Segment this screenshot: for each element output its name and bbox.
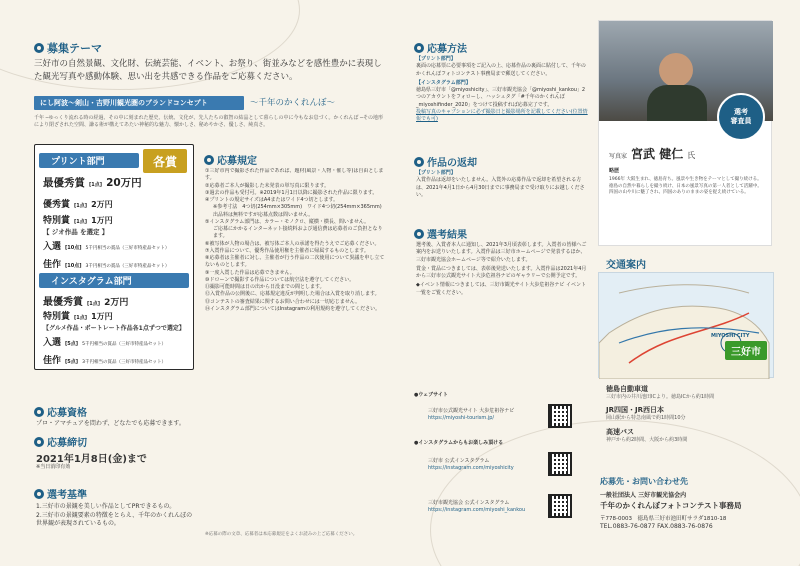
rules-list xyxy=(205,168,385,528)
map-city-name: 三好市 xyxy=(725,341,767,360)
judge-profile-label: 略歴 xyxy=(609,168,620,174)
criteria-heading xyxy=(34,486,87,501)
rule-item: ⑫入賞作品の公開後に、応募規定違反が判明した場合は入賞を取り消します。 xyxy=(205,291,380,298)
return-body xyxy=(416,170,588,199)
result-title: 選考結果 xyxy=(427,230,467,241)
rule-item: ⑩ドローンで撮影する作品については航空法を遵守してください。 xyxy=(205,276,355,283)
method-insta-body: 徳島県三好市「@miyoshicity」、三好市観光協会「@miyoshi_kankou」2つのアカウントをフォローし、ハッシュタグ「#千年のかくれんぼ_miyoshifinder_2020」をつけて投稿すれば応募完了です。 xyxy=(416,87,586,108)
judge-name: 宮武 健仁 xyxy=(631,147,684,161)
theme-heading xyxy=(34,40,102,56)
contact-title: 応募先・お問い合わせ先 xyxy=(600,477,688,486)
prize-value: 2万円 xyxy=(104,298,129,308)
method-insta-note: 投稿写真のキャプションに必ず撮影日と撮影場所を記載してください(位置情報でも可) xyxy=(416,108,588,122)
rule-item: ⑪撮影可能時間は日の出から日没までの間とします。 xyxy=(205,284,325,290)
return-title: 作品の返却 xyxy=(427,158,477,169)
qr-code-icon[interactable] xyxy=(548,404,572,428)
prize-count: [1点] xyxy=(87,301,101,307)
print-row-special xyxy=(43,213,113,226)
deadline-note: ※当日消印有効 xyxy=(36,464,71,470)
print-category-title: プリント部門 xyxy=(51,157,105,167)
rule-item: ⑧応募者は主催者に対し、主催者が行う作品の二次使用について異議を申し立てないものとします。 xyxy=(205,255,385,269)
judge-profile: 1966年 大阪生まれ、徳島育ち。風景や生き物をテーマとして撮り続ける。徳島の自然や暮らしを撮り続け、日本の風景写真の第一人者として活躍中。四国の山や川に魅了され、四国のありのままの姿を捉え続けている。 xyxy=(609,177,762,196)
prize-count: [1点] xyxy=(74,315,88,321)
rule-item: ①三好市内で撮影された作品であれば、題材(風景・人物・催し等)は自由とします。 xyxy=(205,168,384,182)
prize-badge: 各賞 xyxy=(143,149,187,173)
route-title: 徳島自動車道 xyxy=(606,385,648,393)
prize-value: 5千円相当の賞品（三好市特産品セット） xyxy=(82,342,166,347)
method-print-label: 【プリント部門】 xyxy=(416,56,456,62)
concept-bar: にし阿波〜剣山・吉野川観光圏のブランドコンセプト xyxy=(34,96,244,110)
insta-row-grand xyxy=(43,293,128,308)
prize-value: 1万円 xyxy=(91,216,113,225)
link-name: 三好市観光協会 公式インスタグラム xyxy=(428,500,510,506)
section-bullet-icon xyxy=(34,489,44,499)
method-title: 応募方法 xyxy=(427,44,467,55)
link-url[interactable]: https://instagram.com/miyoshi_kankou xyxy=(428,507,526,514)
theme-title: 募集テーマ xyxy=(47,42,102,55)
rule-item: ⑤インスタグラム部門は、カラー・モノクロ、縦横・横長、問いません。 xyxy=(205,218,370,225)
prize-value: 2万円 xyxy=(91,200,113,209)
insta-category-title: インスタグラム部門 xyxy=(51,277,132,287)
criteria-item: 1.三好市の景観を美しい作品としてPRできるもの。 xyxy=(36,503,176,510)
result-heading xyxy=(414,226,467,241)
print-row-grand xyxy=(43,175,142,190)
result-text: 選考後、入賞者本人に通知し、2021年3月頃表彰します。入賞者の皆様へご案内をお送りいたします。入賞作品は三好市ホームページで発表するほか、三好市観光協会ホームページ等で紹介いたします。 xyxy=(416,242,587,263)
judge-honor: 氏 xyxy=(687,151,696,160)
prize-name: 入選 xyxy=(43,242,62,252)
deadline-date: 2021年1月8日(金)まで xyxy=(36,454,147,465)
method-body xyxy=(416,56,588,123)
insta-label: ●インスタグラムからもお楽しみ頂ける xyxy=(414,440,504,446)
section-bullet-icon xyxy=(34,43,44,53)
section-bullet-icon xyxy=(34,407,44,417)
prize-count: [10点] xyxy=(65,245,82,251)
prize-name: 優秀賞 xyxy=(43,200,71,210)
route-title: 高速バス xyxy=(606,427,634,436)
prize-count: [1点] xyxy=(89,182,103,188)
print-note: 【 ジオ作品 を選定 】 xyxy=(43,228,109,236)
rule-item: ④プリントの規定サイズはA4またはワイド4つ切とします。 xyxy=(205,197,339,203)
prize-value: 1万円 xyxy=(91,312,113,321)
insta-row-honorable xyxy=(43,353,166,366)
route-body: 岡山駅から特急南風で約1時間10分 xyxy=(606,415,686,422)
link-name: 三好市 公式インスタグラム xyxy=(428,458,490,464)
contact-tel[interactable]: TEL.0883-76-0877 FAX.0883-76-0876 xyxy=(600,523,713,530)
rules-footnote: ※応募の際の文章、応募者は本応募規定をよくお読みの上ご応募ください。 xyxy=(205,532,358,537)
print-category-bar xyxy=(39,153,139,168)
deadline-heading xyxy=(34,434,87,449)
links-label: ●ウェブサイト xyxy=(414,392,448,398)
prize-name: 入選 xyxy=(43,338,62,348)
eligibility-body: プロ・アマチュアを問わず、どなたでも応募できます。 xyxy=(36,420,185,427)
return-heading xyxy=(414,154,477,169)
link-kankou-insta[interactable] xyxy=(428,500,568,515)
judge-face xyxy=(659,53,693,87)
prize-panel xyxy=(34,144,194,370)
insta-row-selected xyxy=(43,335,166,348)
prize-count: [5点] xyxy=(65,359,79,365)
route-body: 三好市内の井川池田ICより。徳島ICから約1時間 xyxy=(606,394,715,400)
map-svg xyxy=(599,273,775,379)
prize-count: [5点] xyxy=(65,341,79,347)
section-bullet-icon xyxy=(414,157,424,167)
link-url[interactable]: https://instagram.com/miyoshicity xyxy=(428,465,514,472)
print-row-excellence xyxy=(43,197,113,210)
qr-code-icon[interactable] xyxy=(548,452,572,476)
insta-row-special xyxy=(43,309,113,322)
contact-office: 千年のかくれんぼフォトコンテスト事務局 xyxy=(600,501,742,510)
prize-name: 特別賞 xyxy=(43,216,71,226)
eligibility-heading xyxy=(34,404,87,419)
prize-name: 佳作 xyxy=(43,356,62,366)
rule-item: ⑬コンテストの審査結果に関するお問い合わせには一切応じません。 xyxy=(205,298,361,305)
judge-panel xyxy=(598,20,772,246)
contact-block xyxy=(600,476,776,530)
result-body xyxy=(416,242,588,297)
link-city-insta[interactable] xyxy=(428,458,568,473)
section-bullet-icon xyxy=(414,229,424,239)
contact-address: 〒778-0003 徳島県三好市池田町サラダ1810-18 xyxy=(600,516,727,522)
access-map[interactable] xyxy=(598,272,774,378)
criteria-list xyxy=(36,503,198,529)
prize-name: 最優秀賞 xyxy=(43,297,83,308)
prize-count: [1点] xyxy=(74,203,88,209)
judge-body xyxy=(647,85,707,121)
rule-item: ※参考寸法 4つ切(254mm×305mm) ワイド4つ切(254mm×365mm) xyxy=(213,204,382,211)
rule-item: 出品料は無料ですが応募点数は問いません。 xyxy=(213,211,314,218)
prize-name: 佳作 xyxy=(43,260,62,270)
rule-item: ⑥被写体が人物の場合は、被写体ご本人の承諾を得たうえでご応募ください。 xyxy=(205,240,380,247)
judge-badge-line: 選考 xyxy=(734,107,748,116)
access-title: 交通案内 xyxy=(606,260,646,271)
section-bullet-icon xyxy=(414,43,424,53)
result-text: 賞金・賞品につきましては、表彰後発送いたします。入賞作品は2021年4月から三好市公式観光サイト大歩危祖谷ナビのギャラリーで公開予定です。 xyxy=(416,265,587,279)
rule-item: ②応募者ご本人が撮影した未発表の単写真に限ります。 xyxy=(205,182,330,189)
prize-name: 最優秀賞 xyxy=(43,177,85,189)
print-row-selected xyxy=(43,239,169,252)
link-name: 三好市公式観光サイト 大歩危祖谷ナビ xyxy=(428,408,515,414)
method-insta-label: 【インスタグラム部門】 xyxy=(416,79,471,86)
link-url[interactable]: https://miyoshi-tourism.jp/ xyxy=(428,415,495,422)
criteria-title: 選考基準 xyxy=(47,490,87,501)
prize-name: 特別賞 xyxy=(43,312,71,322)
prize-count: [10点] xyxy=(65,263,82,269)
eligibility-title: 応募資格 xyxy=(47,408,87,419)
theme-body: 三好市の自然景観、文化財、伝統芸能、イベント、お祭り、街並みなどを感性豊かに表現した観光写真や感動体験、思い出を共感できる作品をご応募ください。 xyxy=(34,59,382,83)
route-body: 神戸から約2時間、大阪から約3時間 xyxy=(606,436,688,443)
map-city-label: MIYOSHI CITY xyxy=(711,333,750,339)
rule-item: ⑨一度入賞した作品は応募できません。 xyxy=(205,269,295,276)
judge-name-row xyxy=(609,145,695,162)
concept-body: 千年 ─ゆっくり流れる時の経過、その中に刻まれた歴史、伝統、文化が、先人たちの叡智の結晶として暮らしの中に今もなお息づく。かくれんぼ ─その地形により閉ざされた空間、謙る術が構えてあたい神秘的な魅力、懐かしさ、秘めやかさ、優しさ、純真さ。 xyxy=(34,115,384,129)
route-title: JR四国・JR西日本 xyxy=(606,406,664,415)
access-routes xyxy=(606,384,772,444)
rule-item: ご応募にかかるインターネット接続料および通信費は応募者のご負担となります。 xyxy=(213,226,383,240)
judge-role: 写真家 xyxy=(609,153,628,160)
rule-item: ③過去の作品も受付可。※2019年1月1日以降に撮影された作品に限ります。 xyxy=(205,189,378,196)
criteria-item: 2.三好市の景観要素の特徴をとらえ、千年のかくれんぼの世界観が表現されているもの。 xyxy=(36,511,193,528)
contact-org: 一般社団法人 三好市観光協会内 xyxy=(600,492,687,499)
judge-badge xyxy=(717,93,765,141)
prize-value: 3千円相当の賞品（三好市特産品セット） xyxy=(85,264,170,269)
concept-tagline: 〜千年のかくれんぼ〜 xyxy=(250,98,336,108)
link-tourism[interactable] xyxy=(428,408,568,423)
rule-item: ⑦入賞作品について、優秀作品使用権を主催者に帰属するものとします。 xyxy=(205,247,369,254)
prize-value: 5千円相当の賞品（三好市特産品セット） xyxy=(85,246,170,251)
insta-category-bar xyxy=(39,273,189,288)
prize-value: 20万円 xyxy=(106,177,142,189)
print-row-honorable xyxy=(43,257,169,270)
qr-code-icon[interactable] xyxy=(548,494,572,518)
deadline-title: 応募締切 xyxy=(47,438,87,449)
result-text: ◆イベント情報につきましては、三好市観光サイト大歩危祖谷ナビ イベント一覧をご覧ください。 xyxy=(416,282,586,296)
section-bullet-icon xyxy=(204,155,214,165)
rules-heading xyxy=(204,152,257,167)
method-heading xyxy=(414,40,467,55)
judge-badge-line: 審査員 xyxy=(730,117,752,125)
prize-count: [1点] xyxy=(74,219,88,225)
return-text: 入賞作品は返却をいたしません。入賞外の応募作品で返却を希望される方は、2021年4月1日から4月30日までに事務局まで受け取りにお越しください。 xyxy=(416,177,585,198)
return-label: 【プリント部門】 xyxy=(416,170,456,176)
prize-value: 3千円相当の賞品（三好市特産品セット） xyxy=(82,360,166,365)
section-bullet-icon xyxy=(34,437,44,447)
rules-title: 応募規定 xyxy=(217,156,257,167)
rule-item: ⑭インスタグラム部門についてはInstagramの利用規約を遵守してください。 xyxy=(205,305,381,312)
insta-note: 【グルメ作品・ポートレート作品各1点ずつで選定】 xyxy=(43,325,185,332)
method-print-body: 裏面の応募票に必要事項をご記入の上、応募作品の裏面に貼付して、千年のかくれんぼフォトコンテスト事務局まで郵送してください。 xyxy=(416,63,586,77)
